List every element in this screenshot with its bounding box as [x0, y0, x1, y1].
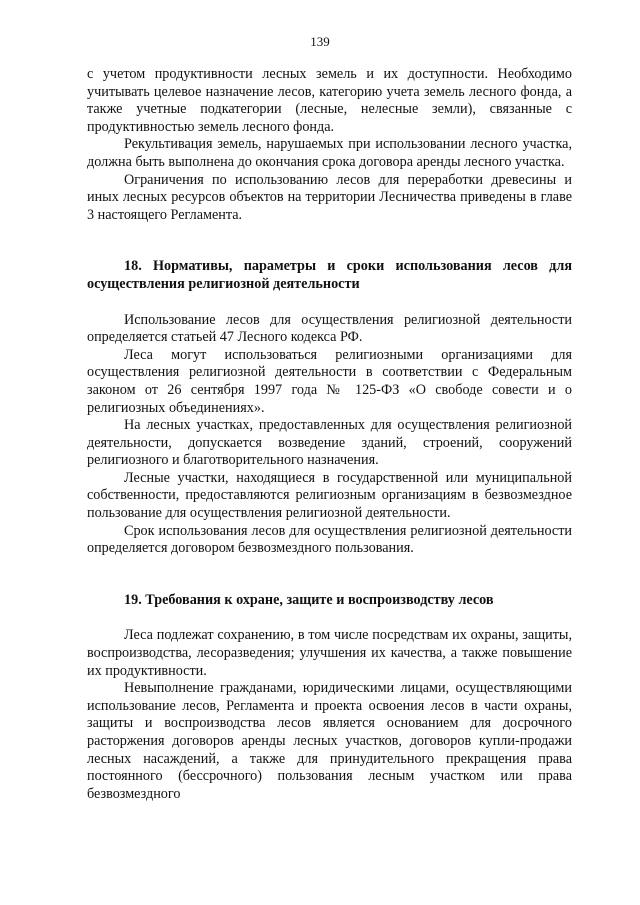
spacer [87, 558, 572, 592]
paragraph: Леса подлежат сохранению, в том числе посредствам их охраны, защиты, воспроизводства, лесоразведения; улучшения их качества, а также повышение их продуктивности. [87, 627, 572, 679]
page-number: 139 [310, 34, 330, 49]
spacer [87, 609, 572, 627]
paragraph: Использование лесов для осуществления религиозной деятельности определяется статьей 47 Лесного кодекса РФ. [87, 311, 572, 346]
document-body [87, 66, 572, 803]
paragraph: На лесных участках, предоставленных для осуществления религиозной деятельности, допускается возведение зданий, строений, сооружений религиозного и благотворительного назначения. [87, 417, 572, 469]
section-19-heading: 19. Требования к охране, защите и воспроизводству лесов [124, 591, 494, 608]
paragraph: Лесные участки, находящиеся в государственной или муниципальной собственности, предоставляются религиозным организациям в безвозмездное пользование для осуществления религиозной деятельности. [87, 469, 572, 522]
paragraph-continuation: с учетом продуктивности лесных земель и их доступности. Необходимо учитывать целевое назначение лесов, категорию учета земель лесного фонда, а также учетные подкатегории (лесные, нелесные земли), связанные с продуктивностью земель лесного фонда. [87, 66, 572, 135]
paragraph: Срок использования лесов для осуществления религиозной деятельности определяется договором безвозмездного пользования. [87, 522, 572, 557]
paragraph: Рекультивация земель, нарушаемых при использовании лесного участка, должна быть выполнена до окончания срока договора аренды лесного участка. [87, 136, 572, 170]
spacer [87, 294, 572, 312]
section-18-heading: 18. Нормативы, параметры и сроки использования лесов для осуществления религиозной деятельности [87, 258, 572, 292]
paragraph: Невыполнение гражданами, юридическими лицами, осуществляющими использование лесов, Регламента и проекта освоения лесов в части охраны, защиты и воспроизводства лесов является основанием для досрочного расторжения договоров аренды лесных участков, договоров купли-продажи лесных насаждений, а также для принудительного прекращения права постоянного (бессрочного) пользования лесным участком или права безвозмездного [87, 680, 572, 802]
paragraph: Леса могут использоваться религиозными организациями для осуществления религиозной деятельности в соответствии с Федеральным законом от 26 сентября 1997 года № 125-ФЗ «О свободе совести и о религиозных объединениях». [87, 346, 572, 416]
spacer [87, 224, 572, 258]
paragraph: Ограничения по использованию лесов для переработки древесины и иных лесных ресурсов объектов на территории Лесничества приведены в главе 3 настоящего Регламента. [87, 171, 572, 223]
